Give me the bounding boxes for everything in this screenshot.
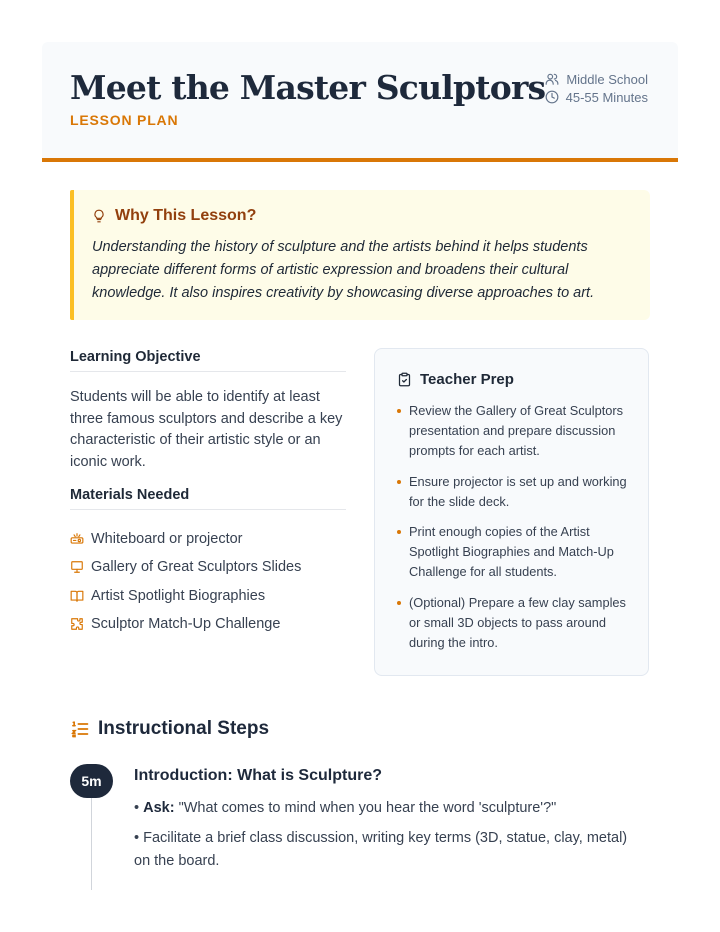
why-text: Understanding the history of sculpture and the artists behind it helps students appreciate different forms of artistic expression and broadens their cultural knowledge. It also inspires creativity by showcasing diverse approaches to art. — [92, 239, 595, 301]
list-item: Print enough copies of the Artist Spotlight Biographies and Match-Up Challenge for all students. — [397, 522, 633, 583]
step-bullet: • Ask: "What comes to mind when you hear the word 'sculpture'?" — [134, 800, 557, 816]
list-item: Ensure projector is set up and working for the slide deck. — [397, 472, 633, 512]
grade-level-text: Middle School — [566, 71, 648, 87]
clock-icon — [545, 90, 559, 104]
materials-heading: Materials Needed — [70, 487, 346, 510]
presentation-icon — [70, 560, 84, 574]
list-item: (Optional) Prepare a few clay samples or small 3D objects to pass around during the intro. — [397, 593, 633, 654]
list-item: Gallery of Great Sculptors Slides — [70, 553, 360, 581]
why-callout — [70, 190, 650, 320]
lightbulb-icon — [92, 208, 106, 224]
list-item: Sculptor Match-Up Challenge — [70, 610, 360, 638]
step-time-badge: 5m — [70, 764, 113, 798]
ask-text: "What comes to mind when you hear the word 'sculpture'?" — [178, 800, 557, 816]
timeline-line — [91, 790, 92, 890]
users-icon — [545, 72, 559, 86]
list-item: Artist Spotlight Biographies — [70, 582, 360, 610]
list-item: Whiteboard or projector — [70, 525, 360, 553]
teacher-prep-list — [397, 401, 633, 663]
list-item: Review the Gallery of Great Sculptors presentation and prepare discussion prompts for each artist. — [397, 401, 633, 462]
teacher-prep-card — [374, 348, 649, 676]
why-heading: Why This Lesson? — [92, 207, 256, 225]
projector-icon — [70, 532, 84, 546]
materials-list — [70, 525, 360, 638]
duration — [488, 88, 648, 106]
teacher-prep-heading: Teacher Prep — [397, 371, 514, 388]
step-bullets — [134, 797, 634, 880]
lesson-meta — [488, 70, 648, 106]
objective-text: Students will be able to identify at least three famous sculptors and describe a key characteristic of their artistic style or an iconic work. — [70, 389, 343, 470]
grade-level — [488, 70, 648, 88]
steps-heading: Instructional Steps — [70, 718, 269, 740]
duration-text: 45-55 Minutes — [565, 89, 648, 105]
list-ordered-icon — [70, 719, 90, 739]
puzzle-icon — [70, 617, 84, 631]
ask-label: Ask: — [143, 800, 175, 816]
page-subtitle: LESSON PLAN — [70, 112, 179, 128]
clipboard-check-icon — [397, 371, 412, 388]
book-icon — [70, 589, 84, 603]
step-bullet: • Facilitate a brief class discussion, writing key terms (3D, statue, clay, metal) on the board. — [134, 830, 628, 869]
objective-heading: Learning Objective — [70, 349, 346, 372]
lesson-header — [42, 42, 678, 162]
step-title: Introduction: What is Sculpture? — [134, 767, 382, 784]
page-title: Meet the Master Sculptors — [70, 68, 546, 107]
